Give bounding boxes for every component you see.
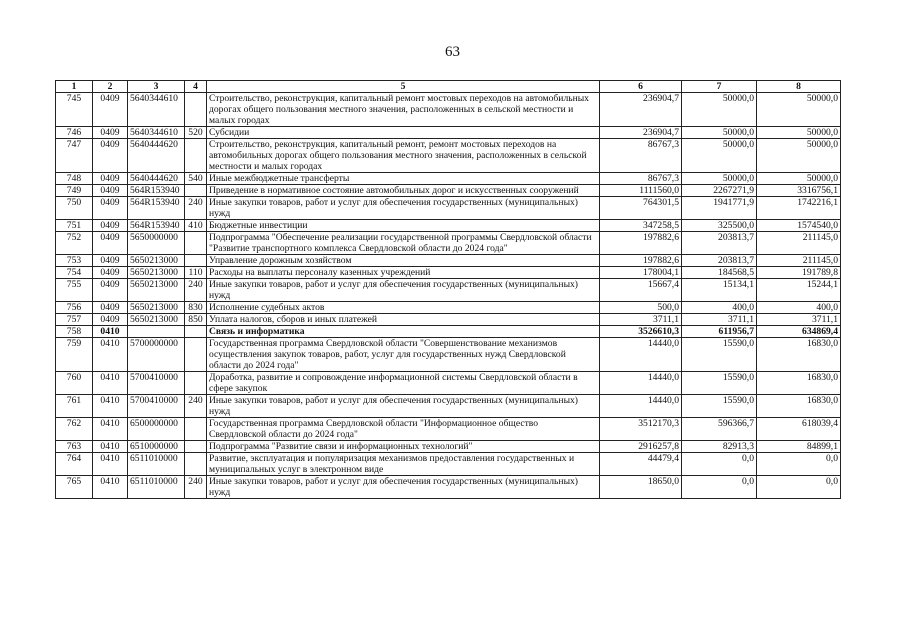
item-name-cell: Управление дорожным хозяйством <box>207 255 600 267</box>
expense-type-cell <box>185 372 207 395</box>
expense-type-cell: 240 <box>185 197 207 220</box>
target-code-cell: 6510000000 <box>128 441 185 453</box>
target-code-cell: 5640344610 <box>128 93 185 127</box>
amount-year1-cell: 178004,1 <box>600 267 682 279</box>
target-code-cell: 6500000000 <box>128 418 185 441</box>
amount-year1-cell: 764301,5 <box>600 197 682 220</box>
amount-year1-cell: 15667,4 <box>600 279 682 302</box>
target-code-cell: 5650213000 <box>128 314 185 326</box>
target-code-cell: 564R153940 <box>128 220 185 232</box>
amount-year1-cell: 86767,3 <box>600 173 682 185</box>
header-cell: 5 <box>207 81 600 93</box>
amount-year3-cell: 211145,0 <box>757 232 841 255</box>
section-code-cell: 0409 <box>93 302 128 314</box>
item-name-cell: Приведение в нормативное состояние автомобильных дорог и искусственных сооружений <box>207 185 600 197</box>
table-row <box>56 418 841 441</box>
target-code-cell: 5650213000 <box>128 302 185 314</box>
section-code-cell: 0409 <box>93 93 128 127</box>
item-name-cell: Доработка, развитие и сопровождение информационной системы Свердловской области в сфере закупок <box>207 372 600 395</box>
row-number-cell: 763 <box>56 441 93 453</box>
table-row <box>56 139 841 173</box>
target-code-cell: 5650000000 <box>128 232 185 255</box>
amount-year2-cell: 50000,0 <box>682 173 757 185</box>
section-code-cell: 0410 <box>93 418 128 441</box>
table-row <box>56 93 841 127</box>
table-row <box>56 255 841 267</box>
expense-type-cell <box>185 232 207 255</box>
amount-year3-cell: 50000,0 <box>757 173 841 185</box>
header-cell: 3 <box>128 81 185 93</box>
amount-year1-cell: 3512170,3 <box>600 418 682 441</box>
budget-table <box>55 80 841 499</box>
row-number-cell: 749 <box>56 185 93 197</box>
item-name-cell: Иные закупки товаров, работ и услуг для обеспечения государственных (муниципальных) нужд <box>207 279 600 302</box>
section-code-cell: 0410 <box>93 476 128 499</box>
table-row <box>56 220 841 232</box>
target-code-cell: 564R153940 <box>128 185 185 197</box>
section-code-cell: 0410 <box>93 453 128 476</box>
amount-year3-cell: 16830,0 <box>757 338 841 372</box>
page-number: 63 <box>445 44 460 60</box>
amount-year2-cell: 50000,0 <box>682 139 757 173</box>
amount-year2-cell: 3711,1 <box>682 314 757 326</box>
amount-year3-cell: 0,0 <box>757 453 841 476</box>
amount-year2-cell: 203813,7 <box>682 255 757 267</box>
table-row <box>56 302 841 314</box>
section-code-cell: 0409 <box>93 279 128 302</box>
target-code-cell: 5640444620 <box>128 139 185 173</box>
row-number-cell: 751 <box>56 220 93 232</box>
amount-year2-cell: 15590,0 <box>682 372 757 395</box>
amount-year3-cell: 211145,0 <box>757 255 841 267</box>
item-name-cell: Расходы на выплаты персоналу казенных учреждений <box>207 267 600 279</box>
table-row <box>56 279 841 302</box>
section-code-cell: 0410 <box>93 372 128 395</box>
amount-year3-cell: 1574540,0 <box>757 220 841 232</box>
expense-type-cell: 830 <box>185 302 207 314</box>
item-name-cell: Развитие, эксплуатация и популяризация механизмов предоставления государственных и муниципальных услуг в электронном виде <box>207 453 600 476</box>
section-code-cell: 0409 <box>93 139 128 173</box>
row-number-cell: 756 <box>56 302 93 314</box>
amount-year2-cell: 15134,1 <box>682 279 757 302</box>
amount-year3-cell: 50000,0 <box>757 93 841 127</box>
section-code-cell: 0409 <box>93 173 128 185</box>
target-code-cell: 5650213000 <box>128 255 185 267</box>
expense-type-cell: 240 <box>185 476 207 499</box>
row-number-cell: 762 <box>56 418 93 441</box>
amount-year2-cell: 0,0 <box>682 453 757 476</box>
header-cell: 1 <box>56 81 93 93</box>
target-code-cell: 5700410000 <box>128 372 185 395</box>
item-name-cell: Строительство, реконструкция, капитальный ремонт, ремонт мостовых переходов на автомобильных дорогах общего пользования местного значения, расположенных в сельской местности и малых городах <box>207 139 600 173</box>
amount-year2-cell: 15590,0 <box>682 395 757 418</box>
target-code-cell: 6511010000 <box>128 476 185 499</box>
amount-year2-cell: 50000,0 <box>682 93 757 127</box>
table-row <box>56 173 841 185</box>
section-code-cell: 0409 <box>93 314 128 326</box>
expense-type-cell: 240 <box>185 279 207 302</box>
target-code-cell: 6511010000 <box>128 453 185 476</box>
amount-year3-cell: 191789,8 <box>757 267 841 279</box>
amount-year1-cell: 14440,0 <box>600 338 682 372</box>
item-name-cell: Субсидии <box>207 127 600 139</box>
amount-year2-cell: 596366,7 <box>682 418 757 441</box>
amount-year3-cell: 15244,1 <box>757 279 841 302</box>
expense-type-cell: 410 <box>185 220 207 232</box>
amount-year2-cell: 2267271,9 <box>682 185 757 197</box>
row-number-cell: 761 <box>56 395 93 418</box>
amount-year3-cell: 84899,1 <box>757 441 841 453</box>
item-name-cell: Строительство, реконструкция, капитальный ремонт мостовых переходов на автомобильных дорогах общего пользования местного значения, расположенных в сельской местности и малых городах <box>207 93 600 127</box>
section-code-cell: 0409 <box>93 197 128 220</box>
amount-year2-cell: 0,0 <box>682 476 757 499</box>
row-number-cell: 765 <box>56 476 93 499</box>
item-name-cell: Иные закупки товаров, работ и услуг для обеспечения государственных (муниципальных) нужд <box>207 197 600 220</box>
target-code-cell: 5650213000 <box>128 267 185 279</box>
amount-year1-cell: 18650,0 <box>600 476 682 499</box>
row-number-cell: 752 <box>56 232 93 255</box>
section-code-cell: 0409 <box>93 185 128 197</box>
section-code-cell: 0409 <box>93 232 128 255</box>
expense-type-cell <box>185 441 207 453</box>
table-row <box>56 185 841 197</box>
amount-year3-cell: 1742216,1 <box>757 197 841 220</box>
amount-year2-cell: 325500,0 <box>682 220 757 232</box>
expense-type-cell: 240 <box>185 395 207 418</box>
table-body <box>56 93 841 499</box>
expense-type-cell: 110 <box>185 267 207 279</box>
target-code-cell: 5700410000 <box>128 395 185 418</box>
expense-type-cell <box>185 185 207 197</box>
table-row <box>56 127 841 139</box>
table-row <box>56 453 841 476</box>
amount-year3-cell: 16830,0 <box>757 395 841 418</box>
target-code-cell: 5650213000 <box>128 279 185 302</box>
item-name-cell: Исполнение судебных актов <box>207 302 600 314</box>
row-number-cell: 754 <box>56 267 93 279</box>
amount-year3-cell: 16830,0 <box>757 372 841 395</box>
row-number-cell: 758 <box>56 326 93 338</box>
target-code-cell: 564R153940 <box>128 197 185 220</box>
amount-year1-cell: 14440,0 <box>600 372 682 395</box>
amount-year3-cell: 3711,1 <box>757 314 841 326</box>
section-code-cell: 0409 <box>93 127 128 139</box>
target-code-cell: 5640344610 <box>128 127 185 139</box>
row-number-cell: 746 <box>56 127 93 139</box>
amount-year1-cell: 3526610,3 <box>600 326 682 338</box>
section-code-cell: 0409 <box>93 255 128 267</box>
expense-type-cell: 540 <box>185 173 207 185</box>
amount-year1-cell: 197882,6 <box>600 232 682 255</box>
section-code-cell: 0409 <box>93 267 128 279</box>
amount-year1-cell: 236904,7 <box>600 127 682 139</box>
amount-year1-cell: 236904,7 <box>600 93 682 127</box>
amount-year1-cell: 2916257,8 <box>600 441 682 453</box>
amount-year1-cell: 347258,5 <box>600 220 682 232</box>
table-row <box>56 338 841 372</box>
amount-year3-cell: 400,0 <box>757 302 841 314</box>
amount-year3-cell: 0,0 <box>757 476 841 499</box>
amount-year2-cell: 1941771,9 <box>682 197 757 220</box>
expense-type-cell <box>185 93 207 127</box>
amount-year2-cell: 203813,7 <box>682 232 757 255</box>
item-name-cell: Иные закупки товаров, работ и услуг для обеспечения государственных (муниципальных) нужд <box>207 395 600 418</box>
amount-year1-cell: 44479,4 <box>600 453 682 476</box>
section-code-cell: 0410 <box>93 326 128 338</box>
row-number-cell: 753 <box>56 255 93 267</box>
row-number-cell: 755 <box>56 279 93 302</box>
amount-year2-cell: 184568,5 <box>682 267 757 279</box>
item-name-cell: Бюджетные инвестиции <box>207 220 600 232</box>
table-row <box>56 267 841 279</box>
amount-year2-cell: 400,0 <box>682 302 757 314</box>
section-code-cell: 0410 <box>93 395 128 418</box>
expense-type-cell: 850 <box>185 314 207 326</box>
target-code-cell: 5640444620 <box>128 173 185 185</box>
item-name-cell: Подпрограмма "Развитие связи и информационных технологий" <box>207 441 600 453</box>
amount-year1-cell: 500,0 <box>600 302 682 314</box>
amount-year1-cell: 3711,1 <box>600 314 682 326</box>
item-name-cell: Связь и информатика <box>207 326 600 338</box>
table-row <box>56 326 841 338</box>
amount-year3-cell: 618039,4 <box>757 418 841 441</box>
section-code-cell: 0409 <box>93 220 128 232</box>
target-code-cell: 5700000000 <box>128 338 185 372</box>
row-number-cell: 745 <box>56 93 93 127</box>
item-name-cell: Иные межбюджетные трансферты <box>207 173 600 185</box>
expense-type-cell <box>185 139 207 173</box>
amount-year3-cell: 50000,0 <box>757 139 841 173</box>
amount-year3-cell: 3316756,1 <box>757 185 841 197</box>
table-row <box>56 232 841 255</box>
table-row <box>56 476 841 499</box>
expense-type-cell: 520 <box>185 127 207 139</box>
expense-type-cell <box>185 418 207 441</box>
table-row <box>56 197 841 220</box>
table-row <box>56 372 841 395</box>
header-cell: 8 <box>757 81 841 93</box>
header-cell: 2 <box>93 81 128 93</box>
row-number-cell: 748 <box>56 173 93 185</box>
item-name-cell: Уплата налогов, сборов и иных платежей <box>207 314 600 326</box>
table-row <box>56 441 841 453</box>
expense-type-cell <box>185 255 207 267</box>
expense-type-cell <box>185 326 207 338</box>
section-code-cell: 0410 <box>93 338 128 372</box>
target-code-cell <box>128 326 185 338</box>
row-number-cell: 757 <box>56 314 93 326</box>
item-name-cell: Государственная программа Свердловской области "Совершенствование механизмов осуществления закупок товаров, работ, услуг для государственных нужд Свердловской области до 2024 года" <box>207 338 600 372</box>
section-code-cell: 0410 <box>93 441 128 453</box>
row-number-cell: 760 <box>56 372 93 395</box>
amount-year1-cell: 1111560,0 <box>600 185 682 197</box>
amount-year2-cell: 611956,7 <box>682 326 757 338</box>
header-cell: 7 <box>682 81 757 93</box>
item-name-cell: Подпрограмма "Обеспечение реализации государственной программы Свердловской области "Развитие транспортного комплекса Свердловской области до 2024 года" <box>207 232 600 255</box>
table-row <box>56 314 841 326</box>
amount-year2-cell: 50000,0 <box>682 127 757 139</box>
table-row <box>56 395 841 418</box>
amount-year1-cell: 86767,3 <box>600 139 682 173</box>
header-cell: 4 <box>185 81 207 93</box>
item-name-cell: Иные закупки товаров, работ и услуг для обеспечения государственных (муниципальных) нужд <box>207 476 600 499</box>
amount-year3-cell: 634869,4 <box>757 326 841 338</box>
row-number-cell: 747 <box>56 139 93 173</box>
row-number-cell: 759 <box>56 338 93 372</box>
amount-year1-cell: 197882,6 <box>600 255 682 267</box>
amount-year1-cell: 14440,0 <box>600 395 682 418</box>
amount-year2-cell: 82913,3 <box>682 441 757 453</box>
expense-type-cell <box>185 338 207 372</box>
table-header-row <box>56 81 841 93</box>
header-cell: 6 <box>600 81 682 93</box>
amount-year2-cell: 15590,0 <box>682 338 757 372</box>
row-number-cell: 750 <box>56 197 93 220</box>
item-name-cell: Государственная программа Свердловской области "Информационное общество Свердловской области до 2024 года" <box>207 418 600 441</box>
amount-year3-cell: 50000,0 <box>757 127 841 139</box>
row-number-cell: 764 <box>56 453 93 476</box>
expense-type-cell <box>185 453 207 476</box>
